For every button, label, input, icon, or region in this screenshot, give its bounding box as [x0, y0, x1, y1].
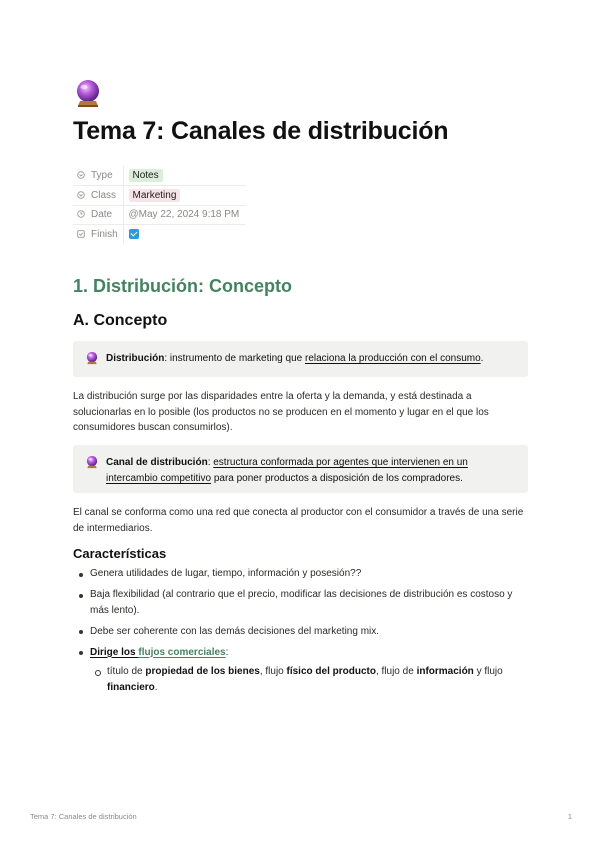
- select-icon: [77, 171, 85, 179]
- paragraph: La distribución surge por las disparidades entre la oferta y la demanda, y está destinada a solucionarlas en lo posible (los productos no se producen en el momento y lugar en el que los consumidores buscan consumirlos).: [73, 391, 489, 433]
- date-value[interactable]: @May 22, 2024 9:18 PM: [128, 209, 240, 221]
- page-number: 1: [567, 812, 572, 821]
- clock-icon: [77, 210, 85, 218]
- select-icon: [77, 191, 85, 199]
- callout-text: Canal de distribución: estructura conformada por agentes que intervienen en un intercambio competitivo para poner productos a disposición de los compradores.: [106, 457, 468, 484]
- property-row-date[interactable]: [73, 205, 246, 225]
- property-key: Date: [91, 209, 113, 221]
- footer-title: Tema 7: Canales de distribución: [30, 812, 137, 821]
- property-row-finish[interactable]: [73, 225, 246, 245]
- heading-1: 1. Distribución: Concepto: [73, 276, 293, 296]
- green-phrase: flujos comerciales: [138, 646, 226, 658]
- callout-canal: [73, 445, 528, 493]
- list-item: Baja flexibilidad (al contrario que el precio, modificar las decisiones de distribución es costoso y más lento).: [73, 587, 528, 618]
- list-item: Genera utilidades de lugar, tiempo, información y posesión??: [73, 566, 528, 582]
- sub-list: [90, 664, 528, 695]
- property-key: Class: [91, 189, 117, 201]
- property-row-type[interactable]: [73, 166, 246, 186]
- crystal-ball-icon: [73, 78, 103, 108]
- page-title: Tema 7: Canales de distribución: [73, 117, 449, 145]
- crystal-ball-icon: [85, 351, 99, 365]
- paragraph: El canal se conforma como una red que conecta al productor con el consumidor a través de una serie de intermediarios.: [73, 507, 524, 534]
- properties-table: [73, 166, 246, 244]
- underlined-phrase: intercambio competitivo: [106, 473, 212, 484]
- class-tag[interactable]: Marketing: [129, 189, 181, 202]
- callout-distribucion: [73, 341, 528, 377]
- finish-checkbox[interactable]: [129, 229, 139, 239]
- property-key: Type: [91, 170, 113, 181]
- sub-list-item: título de propiedad de los bienes, flujo físico del producto, flujo de información y flujo financiero.: [90, 664, 528, 695]
- crystal-ball-icon: [85, 455, 99, 469]
- type-tag[interactable]: Notes: [129, 169, 163, 182]
- list-item: Debe ser coherente con las demás decisiones del marketing mix.: [73, 624, 528, 640]
- list-item: Dirige los flujos comerciales: título de propiedad de los bienes, flujo físico del producto, flujo de información y flujo financiero.: [73, 645, 528, 696]
- heading-3: Características: [73, 546, 167, 561]
- heading-2: A. Concepto: [73, 312, 168, 329]
- property-key: Finish: [91, 229, 118, 240]
- underlined-phrase: relaciona la producción con el consumo: [304, 353, 481, 364]
- property-row-class[interactable]: [73, 186, 246, 206]
- bullet-list: [73, 566, 528, 701]
- callout-text: Distribución: instrumento de marketing que relaciona la producción con el consumo.: [106, 353, 484, 364]
- underlined-phrase: estructura conformada por agentes: [213, 457, 369, 468]
- checkbox-icon: [77, 230, 85, 238]
